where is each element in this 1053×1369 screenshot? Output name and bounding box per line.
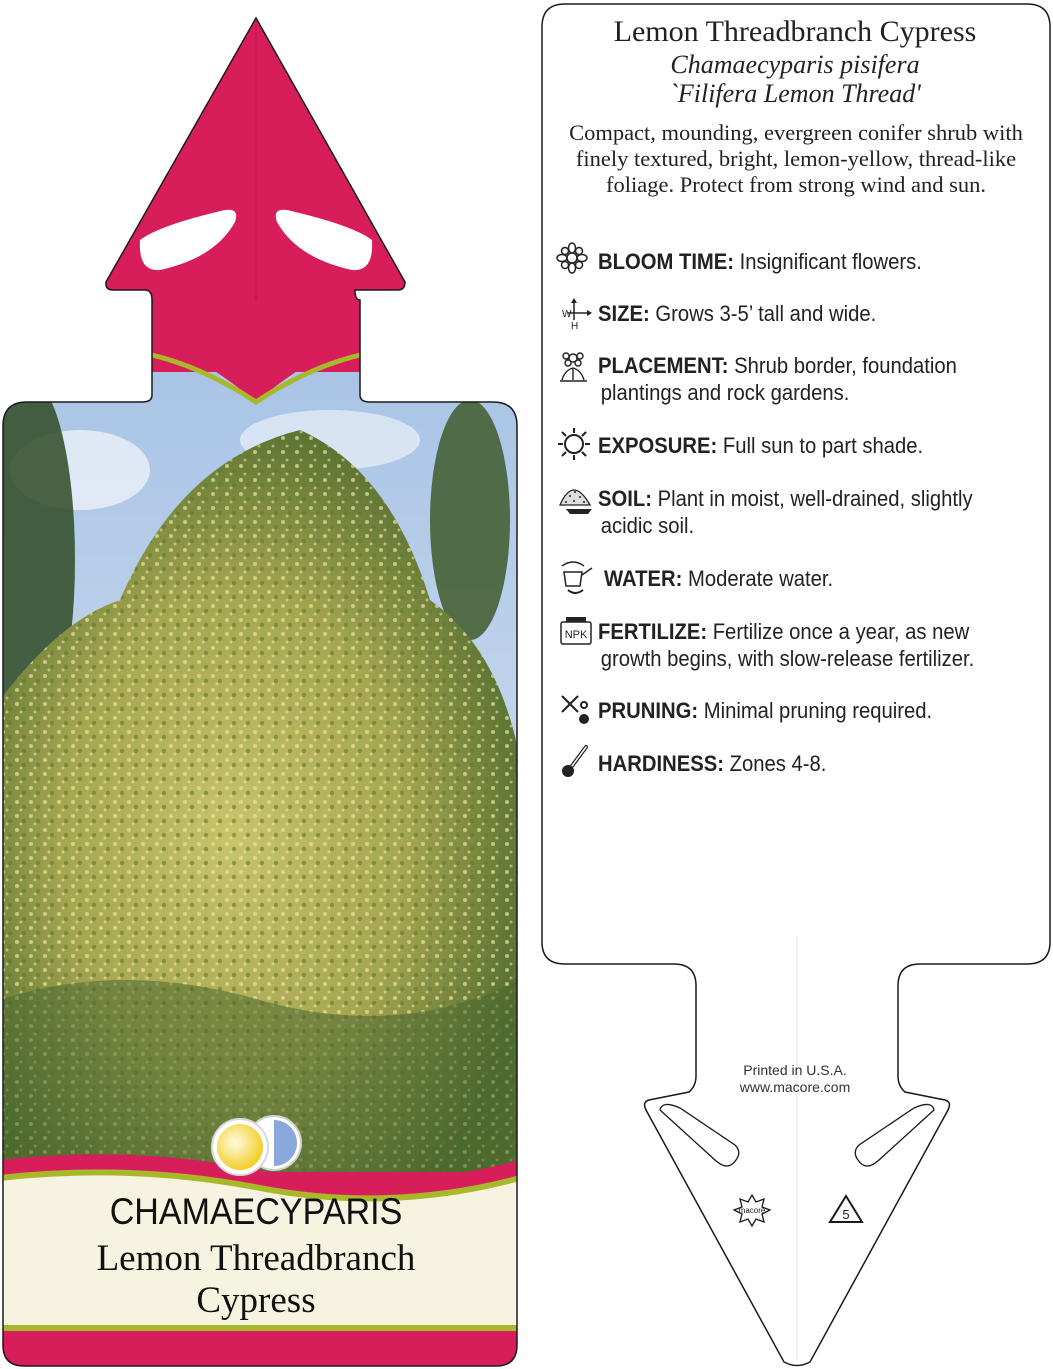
- attribute-placement: [598, 352, 1003, 406]
- attribute-text: Minimal pruning required.: [703, 698, 933, 723]
- genus-name: CHAMAECYPARIS: [109, 1191, 403, 1232]
- svg-text:macore: macore: [738, 1206, 766, 1215]
- attribute-text: Insignificant flowers.: [739, 249, 922, 274]
- attribute-text-continued: acidic soil.: [600, 513, 695, 538]
- attribute-text: Shrub border, foundation: [734, 353, 957, 378]
- attribute-label: SIZE:: [598, 301, 650, 326]
- attribute-hardiness: [598, 750, 1003, 777]
- plant-photo: [0, 372, 520, 1172]
- exposure-badge: [212, 1116, 301, 1175]
- attribute-label: PRUNING:: [598, 698, 699, 723]
- attribute-pruning: [598, 697, 1003, 724]
- svg-text:W: W: [562, 309, 572, 320]
- attribute-label: EXPOSURE:: [598, 433, 718, 458]
- attribute-size: [598, 300, 1003, 327]
- attribute-text: Moderate water.: [687, 566, 834, 591]
- common-name-line2: Cypress: [196, 1280, 316, 1321]
- attribute-text: Full sun to part shade.: [722, 433, 924, 458]
- attribute-bloom-time: [598, 248, 1003, 275]
- svg-text:5: 5: [842, 1207, 850, 1222]
- attribute-soil: [598, 485, 1003, 539]
- attribute-text-continued: plantings and rock gardens.: [600, 380, 850, 405]
- printed-in-text: Printed in U.S.A.: [743, 1062, 847, 1078]
- common-name-line1: Lemon Threadbranch: [96, 1238, 416, 1279]
- svg-text:NPK: NPK: [564, 629, 588, 641]
- printed-info: [700, 1062, 890, 1096]
- plant-title: Lemon Threadbranch Cypress: [613, 15, 977, 48]
- attribute-text: Fertilize once a year, as new: [712, 619, 970, 644]
- attribute-text: Zones 4-8.: [729, 751, 827, 776]
- attribute-label: FERTILIZE:: [598, 619, 708, 644]
- attribute-fertilize: [598, 618, 1030, 672]
- cultivar-name: `Filifera Lemon Thread': [669, 79, 921, 108]
- attribute-label: HARDINESS:: [598, 751, 724, 776]
- attribute-exposure: [598, 432, 1003, 459]
- plant-description: Compact, mounding, evergreen conifer shrub with finely textured, bright, lemon-yellow, thread-like foliage. Protect from strong wind and sun.: [569, 120, 1023, 197]
- svg-text:H: H: [571, 321, 579, 332]
- attribute-text: Grows 3-5’ tall and wide.: [655, 301, 877, 326]
- attribute-water: [604, 565, 1009, 592]
- printer-url: www.macore.com: [739, 1079, 851, 1095]
- attribute-text-continued: growth begins, with slow-release fertilizer.: [600, 646, 975, 671]
- attribute-label: WATER:: [604, 566, 683, 591]
- attribute-label: SOIL:: [598, 486, 652, 511]
- attribute-label: BLOOM TIME:: [598, 249, 735, 274]
- attribute-text: Plant in moist, well-drained, slightly: [657, 486, 973, 511]
- botanical-name: Chamaecyparis pisifera: [670, 50, 920, 79]
- attribute-label: PLACEMENT:: [598, 353, 729, 378]
- sun-icon: [558, 428, 590, 460]
- back-tag: [542, 4, 1050, 1366]
